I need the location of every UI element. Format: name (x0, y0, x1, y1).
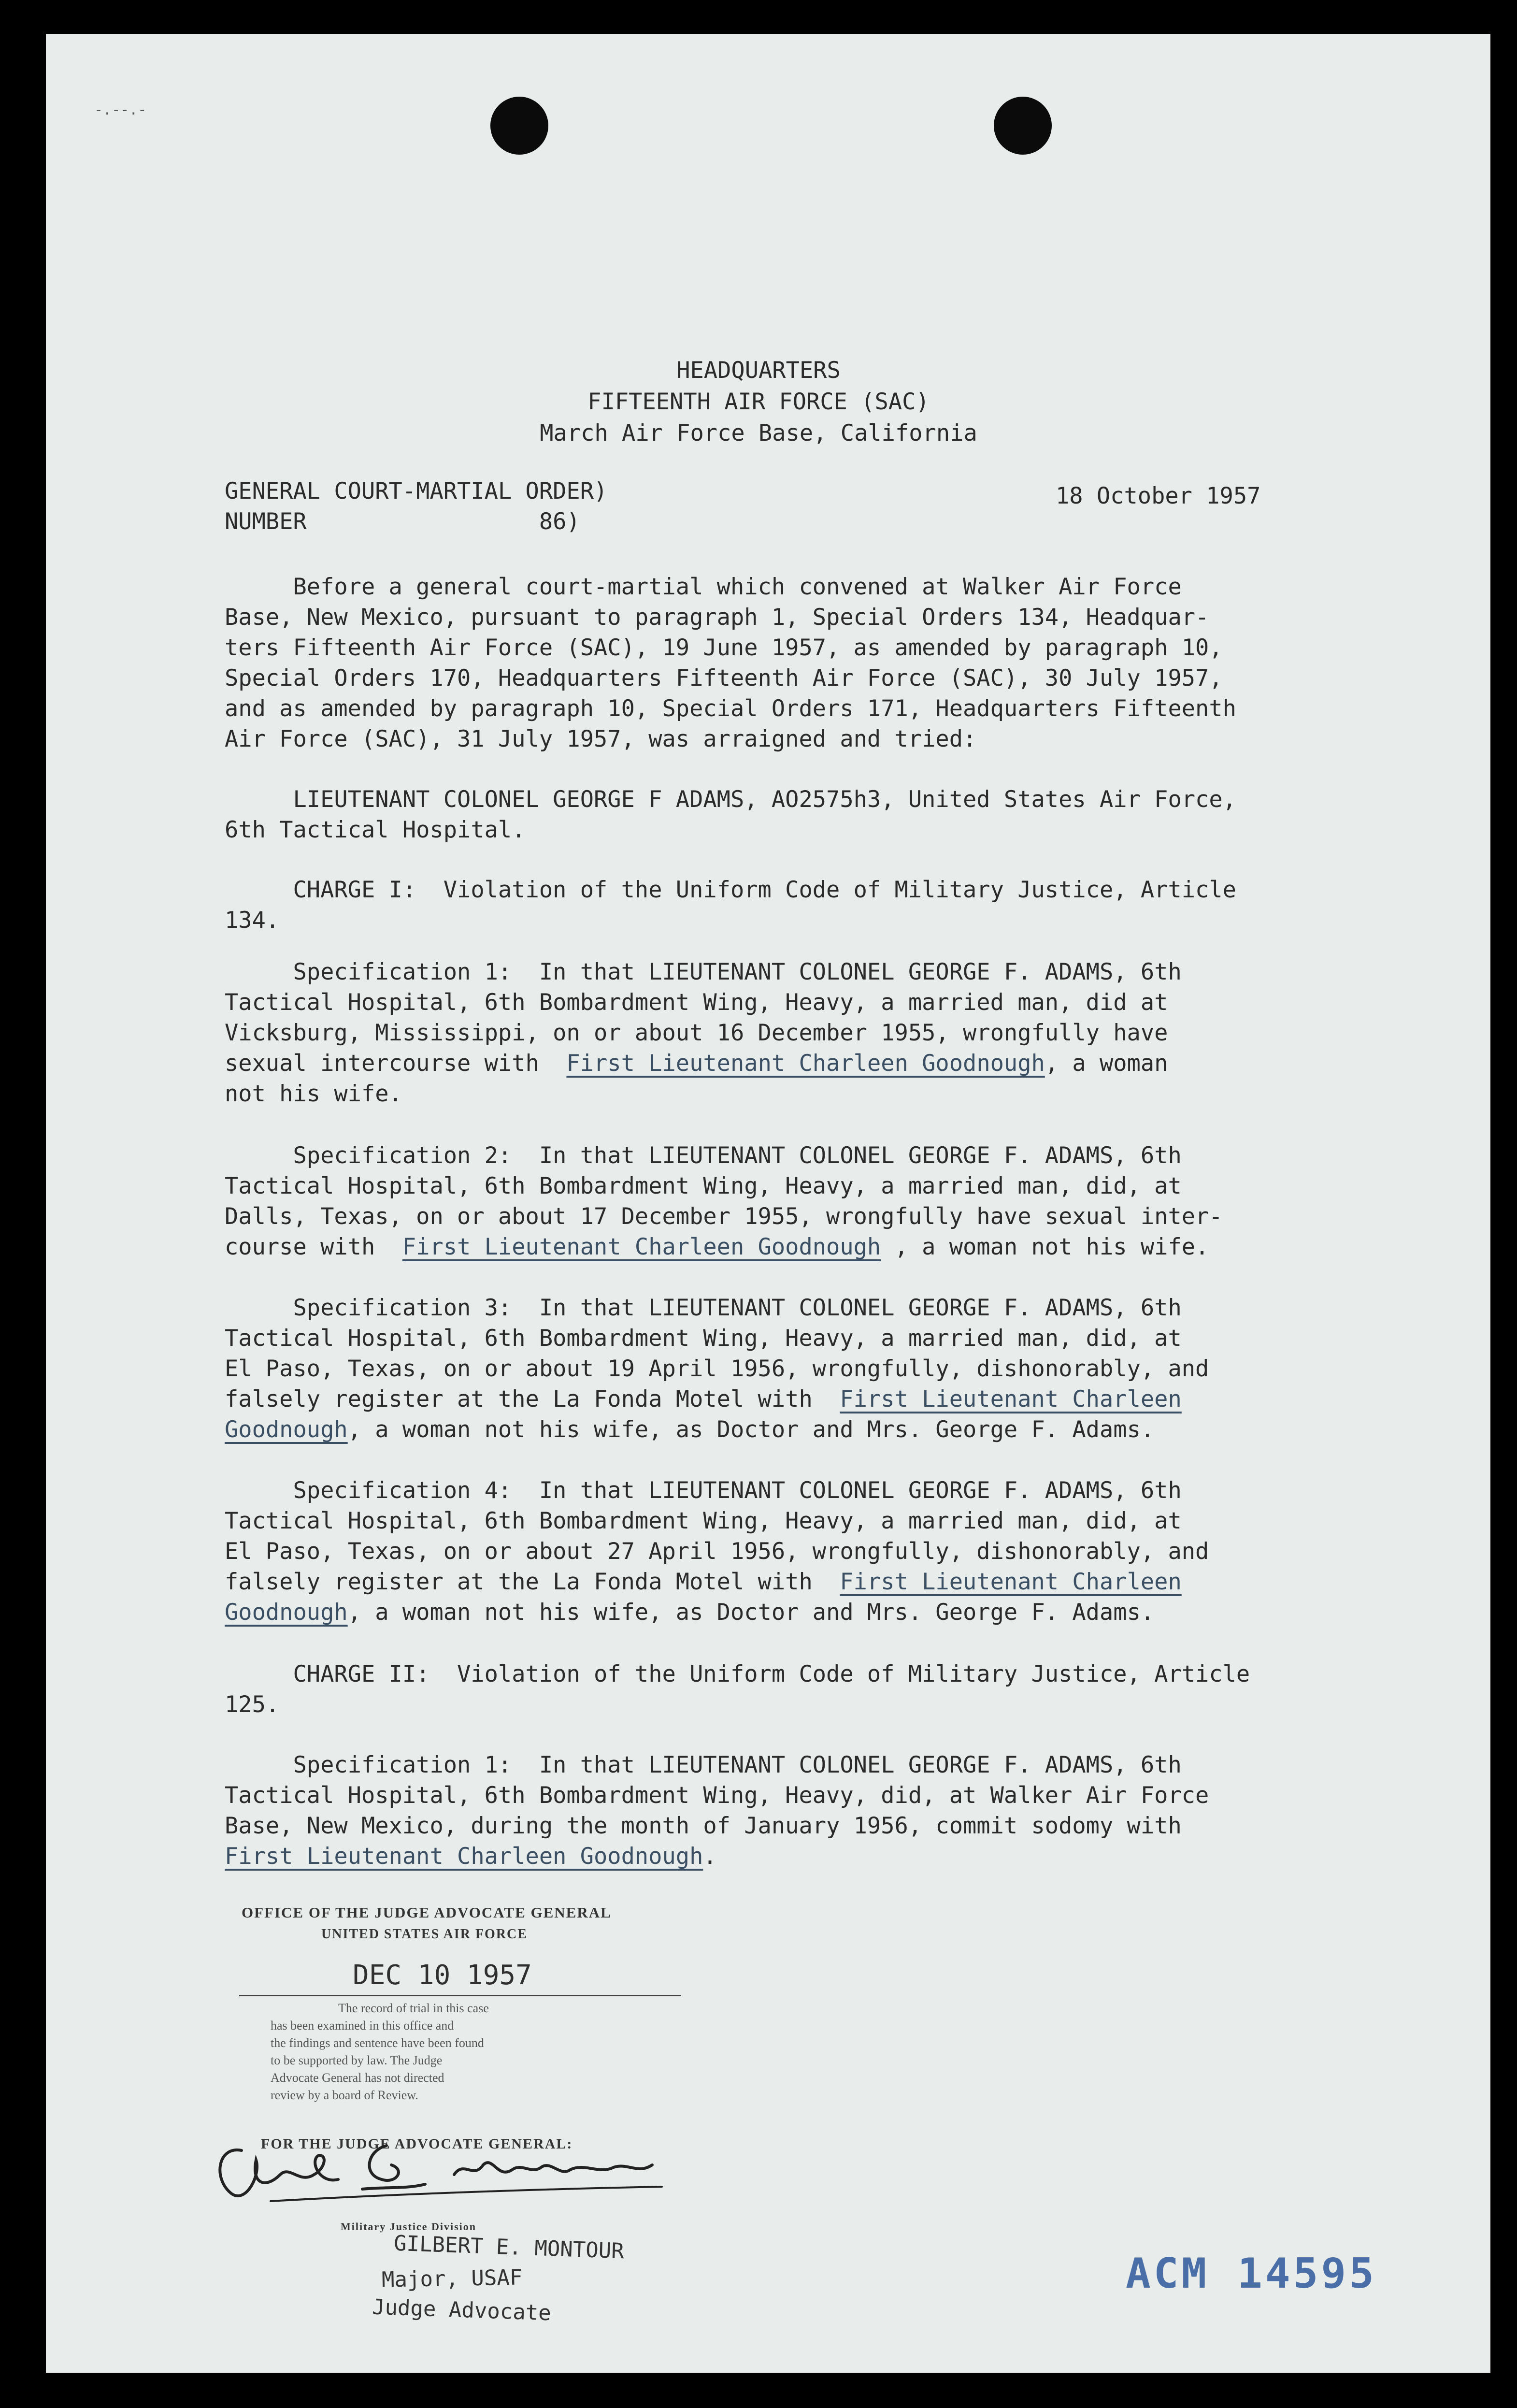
spec-4-line: Specification 4: In that LIEUTENANT COLONEL GEORGE F. ADAMS, 6th (225, 1477, 1182, 1504)
stamp-for: FOR THE JUDGE ADVOCATE GENERAL: (261, 2136, 573, 2152)
header-line2: FIFTEENTH AIR FORCE (SAC) (587, 389, 930, 415)
accused-line: 6th Tactical Hospital. (225, 817, 526, 843)
spec-4-line (225, 1567, 1182, 1597)
spec-5-line (225, 1841, 717, 1872)
order-date: 18 October 1957 (1056, 483, 1261, 509)
header-line1: HEADQUARTERS (676, 357, 841, 384)
charge-2-line: CHARGE II: Violation of the Uniform Code of Military Justice, Article (225, 1661, 1250, 1687)
handwritten-name: Goodnough (225, 1599, 348, 1626)
stamp-office: OFFICE OF THE JUDGE ADVOCATE GENERAL (242, 1904, 612, 1921)
handwritten-name: First Lieutenant Charleen Goodnough (225, 1843, 703, 1870)
spec-5-line: Base, New Mexico, during the month of January 1956, commit sodomy with (225, 1813, 1182, 1839)
spec-4-line: Tactical Hospital, 6th Bombardment Wing, Heavy, a married man, did, at (225, 1508, 1182, 1534)
spec-1-line: Vicksburg, Mississippi, on or about 16 December 1955, wrongfully have (225, 1020, 1168, 1046)
charge-2-line: 125. (225, 1691, 280, 1718)
handwritten-name: First Lieutenant Charleen Goodnough (402, 1234, 881, 1260)
spec-3-text: , a woman not his wife, as Doctor and Mrs. George F. Adams. (347, 1416, 1155, 1443)
intro-line: Special Orders 170, Headquarters Fifteenth Air Force (SAC), 30 July 1957, (225, 665, 1223, 692)
signer-rank: Major, USAF (381, 2265, 523, 2293)
intro-line: Base, New Mexico, pursuant to paragraph 1, Special Orders 134, Headquar- (225, 604, 1209, 631)
intro-line: Air Force (SAC), 31 July 1957, was arraigned and tried: (225, 726, 977, 752)
stamp-division: Military Justice Division (341, 2221, 476, 2233)
stamp-text-line: The record of trial in this case (338, 2001, 489, 2015)
order-title-line1: GENERAL COURT-MARTIAL ORDER) (225, 478, 608, 505)
spec-4-line (225, 1597, 1154, 1628)
header-line3: March Air Force Base, California (540, 420, 977, 447)
charge-1-line: CHARGE I: Violation of the Uniform Code of Military Justice, Article (225, 877, 1236, 903)
spec-2-line: Specification 2: In that LIEUTENANT COLONEL GEORGE F. ADAMS, 6th (225, 1142, 1182, 1169)
signature (203, 2117, 686, 2213)
spec-1-text: , a woman (1045, 1050, 1168, 1077)
stamp-text-line: the findings and sentence have been found (271, 2036, 484, 2050)
signer-title: Judge Advocate (372, 2294, 552, 2326)
stamp-date: DEC 10 1957 (353, 1960, 532, 1991)
handwritten-name: Goodnough (225, 1416, 348, 1443)
spec-1-text: sexual intercourse with (225, 1050, 567, 1077)
margin-mark: -.--.- (94, 101, 147, 118)
spec-3-line: El Paso, Texas, on or about 19 April 1956, wrongfully, dishonorably, and (225, 1355, 1209, 1382)
spec-5-line: Tactical Hospital, 6th Bombardment Wing, Heavy, did, at Walker Air Force (225, 1782, 1209, 1809)
file-number-stamp: ACM 14595 (1126, 2249, 1377, 2298)
stamp-text-line: to be supported by law. The Judge (271, 2053, 443, 2067)
stamp-text-line: has been examined in this office and (271, 2019, 454, 2033)
spec-3-line (225, 1384, 1182, 1414)
charge-1-line: 134. (225, 907, 280, 934)
punch-hole-left (490, 97, 548, 155)
stamp-text-line: review by a board of Review. (271, 2088, 418, 2102)
stamp-service: UNITED STATES AIR FORCE (321, 1927, 528, 1942)
spec-1-line (225, 1048, 1168, 1079)
spec-3-line: Tactical Hospital, 6th Bombardment Wing, Heavy, a married man, did, at (225, 1325, 1182, 1352)
spec-2-line: Dalls, Texas, on or about 17 December 1955, wrongfully have sexual inter- (225, 1203, 1223, 1230)
spec-4-line: El Paso, Texas, on or about 27 April 1956, wrongfully, dishonorably, and (225, 1538, 1209, 1565)
order-title-line2: NUMBER 86) (225, 508, 580, 535)
spec-3-line: Specification 3: In that LIEUTENANT COLONEL GEORGE F. ADAMS, 6th (225, 1295, 1182, 1321)
spec-2-line (225, 1232, 1209, 1262)
spec-4-text: , a woman not his wife, as Doctor and Mrs. George F. Adams. (347, 1599, 1155, 1626)
stamp-text-line: Advocate General has not directed (271, 2071, 444, 2085)
spec-2-line: Tactical Hospital, 6th Bombardment Wing, Heavy, a married man, did, at (225, 1173, 1182, 1199)
intro-line: Before a general court-martial which convened at Walker Air Force (225, 574, 1182, 600)
handwritten-name: First Lieutenant Charleen Goodnough (566, 1050, 1045, 1077)
spec-2-text: , a woman not his wife. (881, 1234, 1209, 1260)
signer-name: GILBERT E. MONTOUR (393, 2231, 625, 2264)
spec-2-text: course with (225, 1234, 402, 1260)
spec-1-line: not his wife. (225, 1081, 402, 1107)
intro-line: ters Fifteenth Air Force (SAC), 19 June 1957, as amended by paragraph 10, (225, 634, 1223, 661)
accused-line: LIEUTENANT COLONEL GEORGE F ADAMS, AO2575h3, United States Air Force, (225, 786, 1236, 813)
stamp-divider (239, 1995, 681, 1996)
spec-4-text: falsely register at the La Fonda Motel with (225, 1569, 840, 1595)
spec-1-line: Specification 1: In that LIEUTENANT COLONEL GEORGE F. ADAMS, 6th (225, 959, 1182, 985)
spec-3-text: falsely register at the La Fonda Motel with (225, 1386, 840, 1413)
punch-hole-right (994, 97, 1052, 155)
spec-5-text: . (703, 1843, 717, 1870)
spec-3-line (225, 1414, 1154, 1445)
intro-line: and as amended by paragraph 10, Special Orders 171, Headquarters Fifteenth (225, 695, 1236, 722)
spec-1-line: Tactical Hospital, 6th Bombardment Wing, Heavy, a married man, did at (225, 989, 1168, 1016)
handwritten-name: First Lieutenant Charleen (840, 1569, 1182, 1595)
spec-5-line: Specification 1: In that LIEUTENANT COLONEL GEORGE F. ADAMS, 6th (225, 1752, 1182, 1778)
handwritten-name: First Lieutenant Charleen (840, 1386, 1182, 1413)
